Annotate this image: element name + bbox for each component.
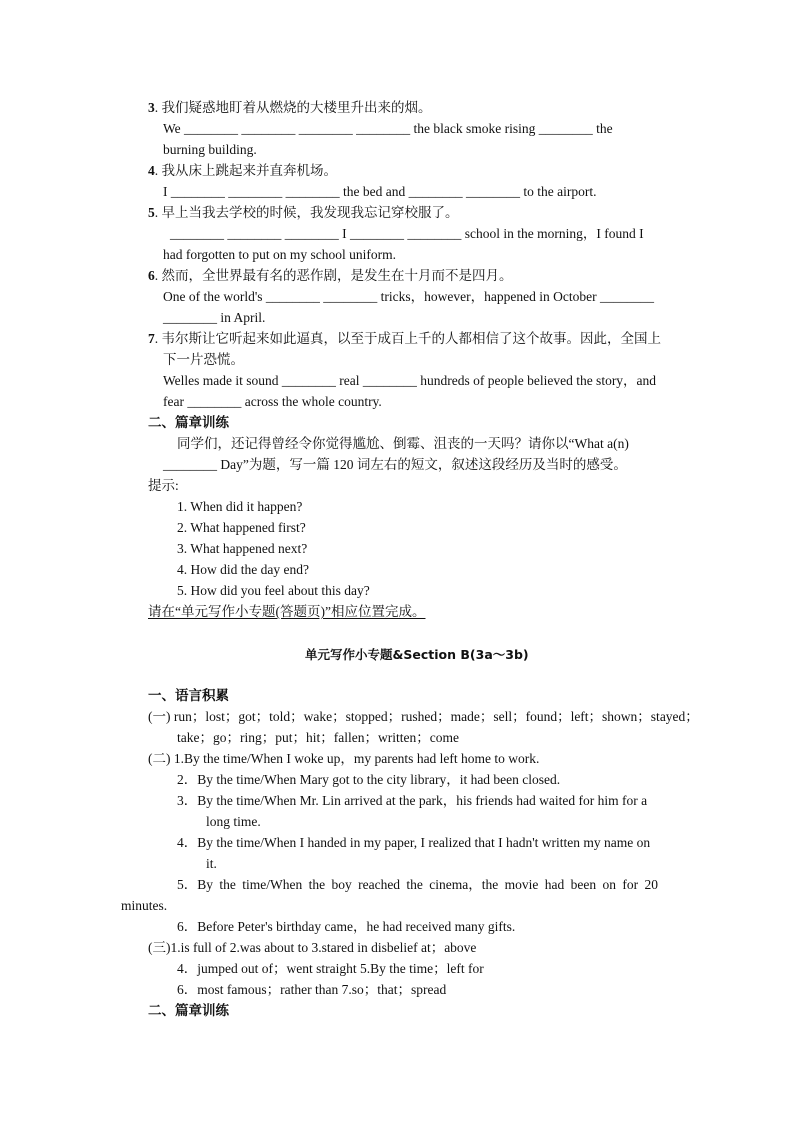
- exercise-5-english-cont: had forgotten to put on my school uniform.: [163, 247, 396, 262]
- answer-part2-item: 2．By the time/When Mary got to the city library，it had been closed.: [177, 772, 561, 787]
- answer-heading-writing: 二、篇章训练: [148, 1003, 229, 1018]
- answer-section-title: 单元写作小专题&Section B(3a～3b): [305, 647, 529, 662]
- answer-part3-item: 4．jumped out of；went straight 5.By the time；left for: [177, 961, 484, 976]
- exercise-5-english: ________ ________ ________ I ________ ________ school in the morning，I found I: [170, 226, 644, 241]
- answer-part2-item: 4．By the time/When I handed in my paper, I realized that I hadn't written my name on: [177, 835, 651, 850]
- answer-part2-item-cont: it.: [206, 856, 217, 871]
- exercise-5-chinese: 5. 早上当我去学校的时候，我发现我忘记穿校服了。: [148, 205, 459, 220]
- exercise-6-english: One of the world's ________ ________ tricks，however，happened in October ________: [163, 289, 654, 304]
- writing-prompt: 同学们，还记得曾经令你觉得尴尬、倒霉、沮丧的一天吗？请你以“What a(n): [177, 436, 629, 451]
- exercise-7-chinese: 7. 韦尔斯让它听起来如此逼真，以至于成百上千的人都相信了这个故事。因此，全国上: [148, 331, 661, 346]
- hint-label: 提示:: [148, 478, 179, 493]
- hint-item: 1. When did it happen?: [177, 499, 303, 514]
- exercise-4-english: I ________ ________ ________ the bed and ________ ________ to the airport.: [163, 184, 597, 199]
- exercise-7-english: Welles made it sound ________ real ________ hundreds of people believed the story，and: [163, 373, 657, 388]
- answer-part3-item: (三)1.is full of 2.was about to 3.stared in disbelief at；above: [148, 940, 477, 955]
- answer-part2-item: 6．Before Peter's birthday came，he had received many gifts.: [177, 919, 516, 934]
- exercise-3-english: We ________ ________ ________ ________ the black smoke rising ________ the: [163, 121, 613, 136]
- exercise-6-english-cont: ________ in April.: [163, 310, 266, 325]
- answer-heading-language: 一、语言积累: [148, 688, 229, 703]
- exercise-4-chinese: 4. 我从床上跳起来并直奔机场。: [148, 163, 337, 178]
- answer-sheet-note: 请在“单元写作小专题(答题页)”相应位置完成。: [148, 604, 426, 619]
- exercise-7-english-cont: fear ________ across the whole country.: [163, 394, 382, 409]
- answer-part1: (一) run；lost；got；told；wake；stopped；rushed；made；sell；found；left；shown；stayed；: [148, 709, 699, 724]
- hint-item: 4. How did the day end?: [177, 562, 309, 577]
- answer-part1-cont: take；go；ring；put；hit；fallen；written；come: [177, 730, 459, 745]
- answer-part3-item: 6．most famous；rather than 7.so；that；spread: [177, 982, 447, 997]
- exercise-3-english-cont: burning building.: [163, 142, 257, 157]
- exercise-7-chinese-cont: 下一片恐慌。: [163, 352, 244, 367]
- answer-part2-item: 5．By the time/When the boy reached the cinema，the movie had been on for 20: [177, 877, 658, 892]
- answer-part2-item: (二) 1.By the time/When I woke up，my parents had left home to work.: [148, 751, 540, 766]
- answer-part2-item-cont: long time.: [206, 814, 261, 829]
- hint-item: 3. What happened next?: [177, 541, 308, 556]
- answer-part2-item: 3．By the time/When Mr. Lin arrived at the park，his friends had waited for him for a: [177, 793, 648, 808]
- writing-prompt-cont: ________ Day”为题，写一篇 120 词左右的短文，叙述这段经历及当时的感受。: [163, 457, 627, 472]
- exercise-6-chinese: 6. 然而，全世界最有名的恶作剧，是发生在十月而不是四月。: [148, 268, 513, 283]
- hint-item: 5. How did you feel about this day?: [177, 583, 370, 598]
- exercise-3-chinese: 3. 我们疑惑地盯着从燃烧的大楼里升出来的烟。: [148, 100, 432, 115]
- section-heading-writing: 二、篇章训练: [148, 415, 229, 430]
- answer-part2-item-cont: minutes.: [121, 898, 168, 913]
- hint-item: 2. What happened first?: [177, 520, 306, 535]
